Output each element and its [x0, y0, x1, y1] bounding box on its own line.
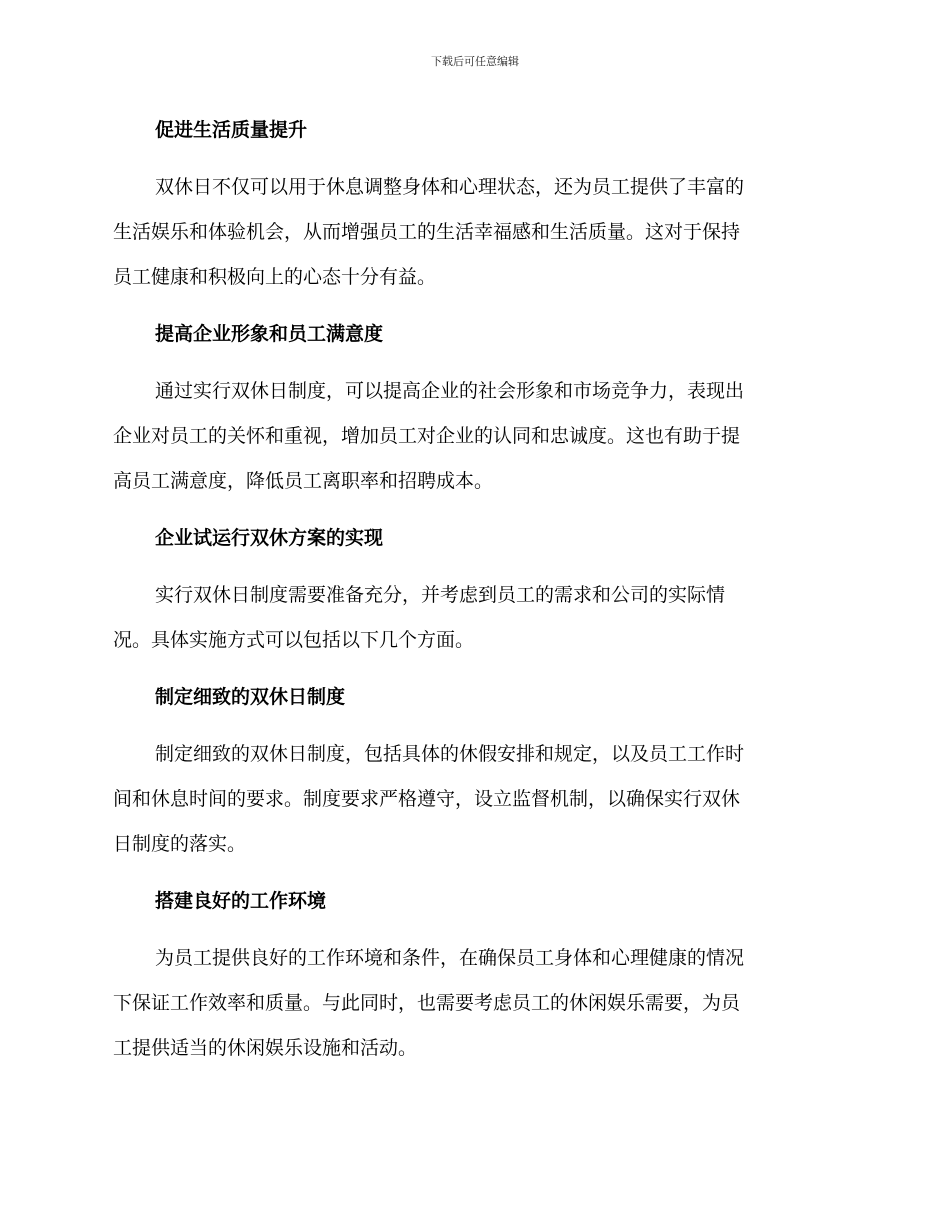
- paragraph-line: 员工健康和积极向上的心态十分有益。: [113, 266, 437, 288]
- paragraph-line: 双休日不仅可以用于休息调整身体和心理状态，还为员工提供了丰富的: [155, 176, 745, 198]
- document-body: [113, 108, 835, 1083]
- paragraph-line: 况。具体实施方式可以包括以下几个方面。: [113, 629, 475, 651]
- paragraph-line: 为员工提供良好的工作环境和条件，在确保员工身体和心理健康的情况: [155, 947, 745, 969]
- section-heading-work-environment: 搭建良好的工作环境: [155, 890, 327, 912]
- paragraph-line: 制定细致的双休日制度，包括具体的休假安排和规定，以及员工工作时: [155, 743, 745, 765]
- page-header-note: 下载后可任意编辑: [431, 55, 519, 68]
- paragraph-line: 工提供适当的休闲娱乐设施和活动。: [113, 1037, 418, 1059]
- section-heading-quality-of-life: 促进生活质量提升: [155, 119, 308, 141]
- section-heading-trial-implementation: 企业试运行双休方案的实现: [155, 527, 384, 549]
- section-heading-detailed-system: 制定细致的双休日制度: [155, 686, 346, 708]
- section-paragraph-detailed-system: [113, 732, 835, 867]
- paragraph-line: 高员工满意度，降低员工离职率和招聘成本。: [113, 470, 494, 492]
- paragraph-line: 实行双休日制度需要准备充分，并考虑到员工的需求和公司的实际情: [155, 584, 726, 606]
- paragraph-line: 下保证工作效率和质量。与此同时，也需要考虑员工的休闲娱乐需要，为员: [113, 992, 741, 1014]
- section-paragraph-quality-of-life: [113, 165, 835, 300]
- section-paragraph-corporate-image: [113, 369, 835, 504]
- section-paragraph-work-environment: [113, 936, 835, 1071]
- paragraph-line: 日制度的落实。: [113, 833, 247, 855]
- paragraph-line: 生活娱乐和体验机会，从而增强员工的生活幸福感和生活质量。这对于保持: [113, 221, 741, 243]
- paragraph-line: 通过实行双休日制度，可以提高企业的社会形象和市场竞争力，表现出: [155, 380, 745, 402]
- section-heading-corporate-image: 提高企业形象和员工满意度: [155, 323, 384, 345]
- paragraph-line: 间和休息时间的要求。制度要求严格遵守，设立监督机制，以确保实行双休: [113, 788, 741, 810]
- section-paragraph-trial-implementation: [113, 573, 835, 663]
- paragraph-line: 企业对员工的关怀和重视，增加员工对企业的认同和忠诚度。这也有助于提: [113, 425, 741, 447]
